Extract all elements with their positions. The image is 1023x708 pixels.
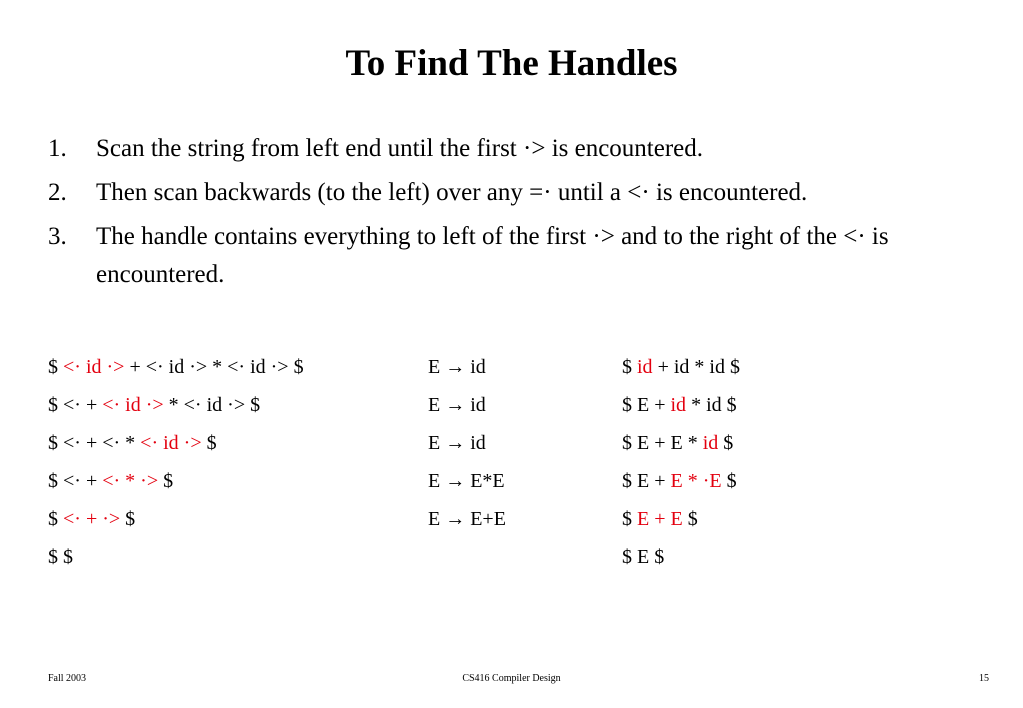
step-text: and to the right of the xyxy=(614,223,844,250)
production-cell: E → id xyxy=(428,432,486,454)
stack-segment: $ xyxy=(158,470,174,492)
handle-segment: <· id ·> xyxy=(102,394,164,416)
handle-segment: E + E xyxy=(637,508,683,530)
step-number: 3. xyxy=(48,223,67,250)
relation-symbol: <· xyxy=(627,179,650,206)
sentential-form-cell xyxy=(622,386,737,424)
step-item xyxy=(48,174,1008,212)
stack-segment: $ xyxy=(48,508,63,530)
handle-segment: id xyxy=(670,394,687,416)
handle-segment: id xyxy=(637,356,653,378)
sentential-form-cell xyxy=(622,500,698,538)
stack-segment: $ <· + xyxy=(48,394,103,416)
production-cell: E → id xyxy=(428,394,486,416)
step-number: 1. xyxy=(48,135,67,162)
handle-segment: <· id ·> xyxy=(140,432,202,454)
sentential-segment: $ E + xyxy=(622,394,671,416)
step-text: is encountered. xyxy=(649,179,808,206)
handle-segment: id xyxy=(702,432,719,454)
stack-segment: $ $ xyxy=(48,546,73,568)
stack-segment: + <· id ·> * <· id ·> $ xyxy=(124,356,304,378)
slide-title: To Find The Handles xyxy=(345,43,678,84)
sentential-form-cell xyxy=(622,424,733,462)
stack-cell xyxy=(48,348,304,386)
sentential-form-cell xyxy=(622,348,740,386)
sentential-segment: $ xyxy=(622,356,637,378)
sentential-form-cell xyxy=(622,462,737,500)
sentential-form-cell xyxy=(622,538,664,576)
relation-symbol: ·> xyxy=(592,223,615,250)
sentential-segment: $ xyxy=(622,508,637,530)
step-text: is encountered. xyxy=(545,135,704,162)
sentential-segment: $ xyxy=(682,508,698,530)
production-cell: E → E+E xyxy=(428,508,506,530)
stack-segment: $ <· + <· * xyxy=(48,432,141,454)
sentential-segment: $ E + E * xyxy=(622,432,703,454)
handle-segment: <· id ·> xyxy=(63,356,125,378)
relation-symbol: =· xyxy=(529,179,552,206)
stack-segment: $ xyxy=(120,508,136,530)
sentential-segment: $ E + xyxy=(622,470,671,492)
stack-segment: $ xyxy=(48,356,63,378)
handle-segment: <· * ·> xyxy=(102,470,159,492)
sentential-segment: $ xyxy=(718,432,734,454)
stack-cell xyxy=(48,462,173,500)
stack-cell xyxy=(48,538,73,576)
production-cell: E → E*E xyxy=(428,470,505,492)
relation-symbol: <· xyxy=(843,223,866,250)
stack-cell xyxy=(48,500,135,538)
sentential-segment: + id * id $ xyxy=(652,356,740,378)
footer-date: Fall 2003 xyxy=(48,673,87,684)
relation-symbol: ·> xyxy=(523,135,546,162)
steps-list xyxy=(48,130,1008,300)
step-text: until a xyxy=(551,179,628,206)
step-item xyxy=(48,218,1008,294)
stack-cell xyxy=(48,386,260,424)
step-text: is encountered. xyxy=(96,223,889,288)
sentential-segment: $ xyxy=(721,470,737,492)
footer-course: CS416 Compiler Design xyxy=(462,673,561,684)
step-number: 2. xyxy=(48,179,67,206)
stack-segment: $ <· + xyxy=(48,470,103,492)
stack-cell xyxy=(48,424,217,462)
handle-segment: <· + ·> xyxy=(63,508,121,530)
footer-page-number: 15 xyxy=(979,673,989,684)
production-cell: E → id xyxy=(428,356,486,378)
sentential-segment: * id $ xyxy=(686,394,737,416)
step-item xyxy=(48,130,1008,168)
step-text: The handle contains everything to left of the first xyxy=(96,223,593,250)
handle-segment: E * ·E xyxy=(670,470,722,492)
step-text: Scan the string from left end until the first xyxy=(96,135,523,162)
step-text: Then scan backwards (to the left) over any xyxy=(96,179,530,206)
stack-segment: $ xyxy=(201,432,217,454)
stack-segment: * <· id ·> $ xyxy=(163,394,261,416)
sentential-segment: $ E $ xyxy=(622,546,665,568)
